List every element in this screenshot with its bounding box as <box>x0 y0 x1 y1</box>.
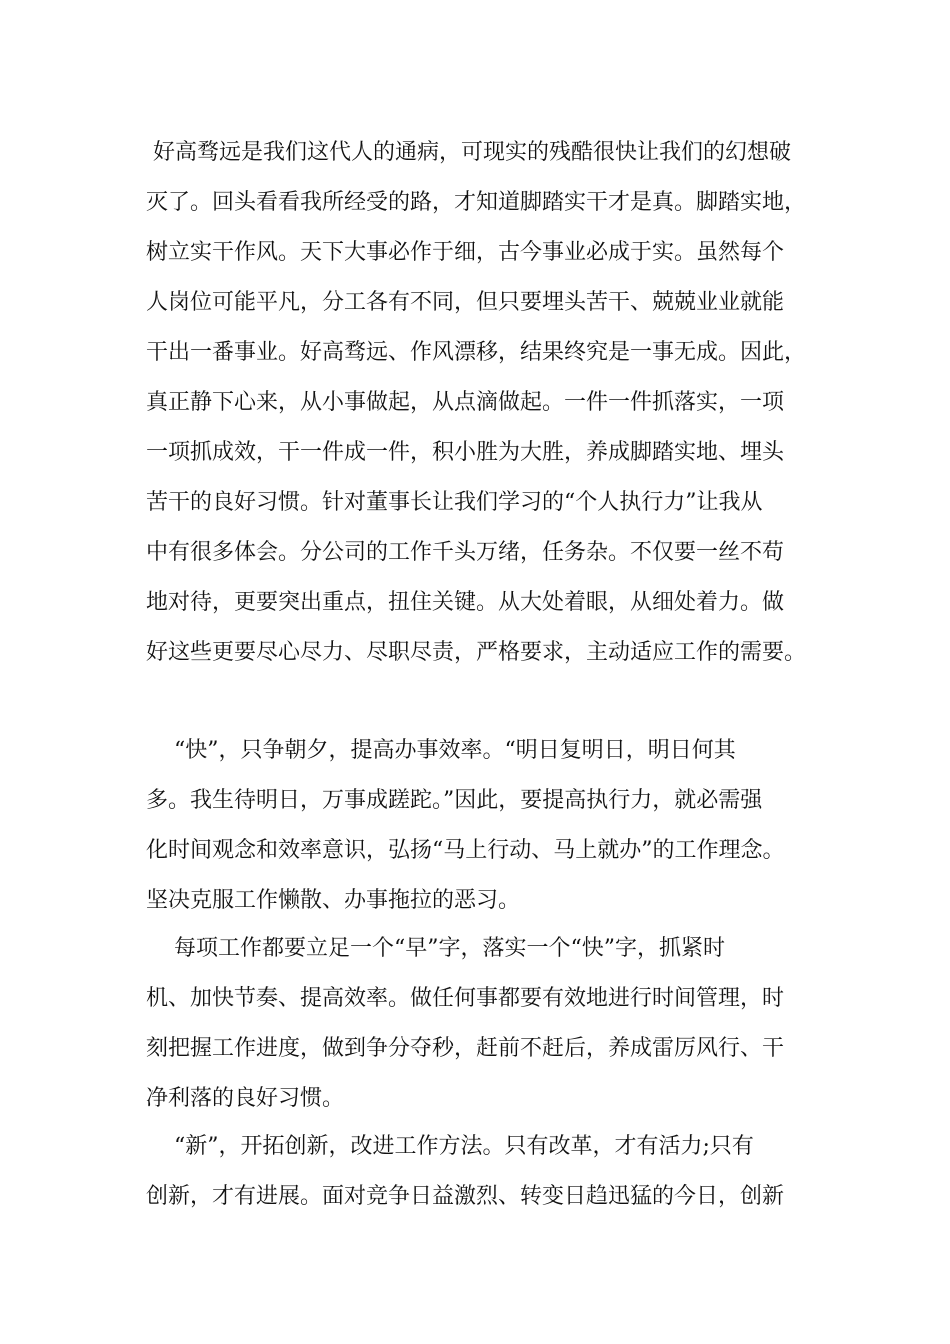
text-line: 人岗位可能平凡，分工各有不同，但只要埋头苦干、兢兢业业就能 <box>146 290 785 315</box>
text-line: 净利落的良好习惯。 <box>146 1086 345 1111</box>
text-line: “快”，只争朝夕，提高办事效率。“明日复明日，明日何其 <box>146 738 736 763</box>
text-line: “新”，开拓创新，改进工作方法。只有改革，才有活力;只有 <box>146 1134 754 1159</box>
text-line: 好这些更要尽心尽力、尽职尽责，严格要求，主动适应工作的需要。 <box>146 640 807 665</box>
text-line: 树立实干作风。天下大事必作于细，古今事业必成于实。虽然每个 <box>146 240 785 265</box>
text-line: 每项工作都要立足一个“早”字，落实一个“快”字，抓紧时 <box>146 936 725 961</box>
text-line: 一项抓成效，干一件成一件，积小胜为大胜，养成脚踏实地、埋头 <box>146 440 785 465</box>
text-line: 灭了。回头看看我所经受的路，才知道脚踏实干才是真。脚踏实地， <box>146 190 807 215</box>
text-line: 苦干的良好习惯。针对董事长让我们学习的“个人执行力”让我从 <box>146 490 763 515</box>
text-line: 干出一番事业。好高骛远、作风漂移，结果终究是一事无成。因此， <box>146 340 807 365</box>
text-line: 化时间观念和效率意识，弘扬“马上行动、马上就办”的工作理念。 <box>146 838 785 863</box>
text-line: 好高骛远是我们这代人的通病，可现实的残酷很快让我们的幻想破 <box>146 140 791 165</box>
text-line: 坚决克服工作懒散、办事拖拉的恶习。 <box>146 888 521 913</box>
text-line: 多。我生待明日，万事成蹉跎。”因此，要提高执行力，就必需强 <box>146 788 763 813</box>
text-line: 地对待，更要突出重点，扭住关键。从大处着眼，从细处着力。做 <box>146 590 785 615</box>
text-line: 机、加快节奏、提高效率。做任何事都要有效地进行时间管理，时 <box>146 986 785 1011</box>
text-line: 中有很多体会。分公司的工作千头万绪，任务杂。不仅要一丝不苟 <box>146 540 785 565</box>
text-line: 创新，才有进展。面对竞争日益激烈、转变日趋迅猛的今日，创新 <box>146 1184 785 1209</box>
text-line: 真正静下心来，从小事做起，从点滴做起。一件一件抓落实，一项 <box>146 390 785 415</box>
text-line: 刻把握工作进度，做到争分夺秒，赶前不赶后，养成雷厉风行、干 <box>146 1036 785 1061</box>
